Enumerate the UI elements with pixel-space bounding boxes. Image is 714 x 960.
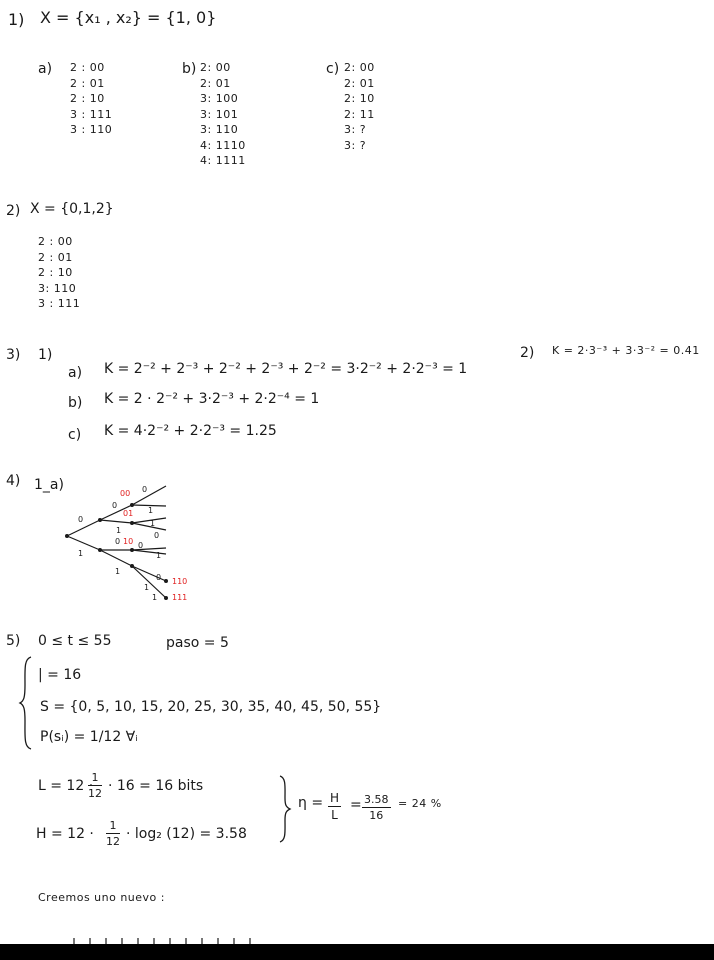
- fraction-denominator: 12: [106, 835, 120, 848]
- problem-2-codes: [38, 234, 80, 312]
- edge-label: 0: [78, 515, 84, 524]
- code-line: 2: 00: [200, 61, 231, 74]
- codeword-110: 110: [172, 577, 188, 586]
- codeword-01: 01: [123, 509, 134, 518]
- fraction-numerator: H: [330, 791, 340, 805]
- problem-3b-label: b): [68, 395, 83, 411]
- problem-1a-label: a): [38, 61, 53, 77]
- problem-5-H-suffix: · log₂ (12) = 3.58: [126, 826, 247, 842]
- fraction-numerator: 1: [106, 820, 120, 834]
- problem-3-sub1: 1): [38, 347, 53, 363]
- problem-3c-label: c): [68, 427, 82, 443]
- code-line: 2 : 10: [38, 266, 73, 279]
- code-line: 2 : 10: [70, 92, 105, 105]
- codeword-10: 10: [123, 537, 134, 546]
- fraction-numerator: 3.58: [364, 793, 389, 806]
- problem-5-L-fraction: [88, 772, 102, 799]
- problem-1a-codes: [70, 60, 112, 138]
- code-line: 4: 1110: [200, 138, 246, 152]
- problem-5-range: 0 ≤ t ≤ 55: [38, 633, 112, 649]
- problem-4-label: 1_a): [34, 477, 64, 493]
- problem-1-number: 1): [8, 10, 25, 29]
- code-line: 3 : 111: [38, 297, 81, 310]
- fraction-denominator: 12: [88, 787, 102, 800]
- code-line: 2: 01: [344, 76, 375, 90]
- right-brace: [278, 774, 292, 844]
- codeword-111: 111: [172, 593, 188, 602]
- problem-3c-expression: K = 4·2⁻² + 2·2⁻³ = 1.25: [104, 423, 277, 439]
- code-line: 3 : 111: [70, 107, 113, 121]
- problem-5-probability: P(sᵢ) = 1/12 ∀ᵢ: [40, 729, 138, 745]
- problem-3b-expression: K = 2 · 2⁻² + 3·2⁻³ + 2·2⁻⁴ = 1: [104, 391, 320, 407]
- code-line: 3: ?: [344, 123, 367, 136]
- code-line: 3: 110: [38, 281, 77, 295]
- code-line: 2: 00: [344, 61, 375, 74]
- edge-label: 1: [78, 549, 84, 558]
- problem-5-new-code-heading: Creemos uno nuevo :: [38, 891, 165, 904]
- problem-1c-label: c): [326, 61, 340, 77]
- fraction-denominator: 16: [369, 809, 384, 822]
- code-line: 3 : 110: [70, 123, 113, 136]
- problem-2-set: X = {0,1,2}: [30, 201, 114, 217]
- edge-label: 1: [152, 593, 158, 602]
- edge-label: 0: [138, 541, 144, 550]
- edge-label: 0: [112, 501, 118, 510]
- problem-5-eta-fraction-1: [328, 792, 341, 821]
- edge-label: 0: [154, 531, 160, 540]
- problem-1b-codes: [200, 60, 246, 169]
- problem-5-set-s: S = {0, 5, 10, 15, 20, 25, 30, 35, 40, 45, 50, 55}: [40, 699, 382, 715]
- edge-label: 1: [115, 567, 121, 576]
- code-line: 4: 1111: [200, 154, 246, 167]
- problem-3-number: 3): [6, 347, 21, 363]
- problem-5-L-prefix: L = 12 ·: [38, 778, 94, 794]
- problem-5-eta-fraction-2: [362, 794, 391, 821]
- edge-label: 1: [156, 551, 162, 560]
- code-line: 2 : 00: [38, 235, 73, 248]
- problem-3-sub2: 2): [520, 345, 535, 361]
- code-line: 2: 11: [344, 107, 375, 121]
- code-line: 2 : 00: [70, 61, 105, 74]
- edge-label: 1: [150, 519, 156, 528]
- code-line: 3: 101: [200, 107, 239, 121]
- problem-1b-label: b): [182, 61, 197, 77]
- code-line: 3: ?: [344, 138, 367, 152]
- edge-label: 1: [148, 506, 154, 515]
- code-line: 2 : 01: [70, 76, 105, 90]
- edge-label: 1: [116, 526, 122, 535]
- bottom-black-bar: [0, 944, 714, 960]
- code-tree-diagram: [60, 478, 200, 608]
- code-line: 2: 01: [200, 76, 231, 90]
- problem-5-eta-result: = 24 %: [398, 797, 442, 810]
- fraction-denominator: L: [331, 808, 338, 822]
- problem-5-line-1: | = 16: [38, 667, 82, 683]
- edge-label: 1: [144, 583, 150, 592]
- code-line: 2: 10: [344, 92, 375, 105]
- problem-5-H-prefix: H = 12 ·: [36, 826, 94, 842]
- problem-3-k2-expression: K = 2·3⁻³ + 3·3⁻² = 0.41: [552, 344, 700, 357]
- code-line: 3: 110: [200, 123, 239, 136]
- problem-5-number: 5): [6, 633, 21, 649]
- edge-label: 0: [156, 573, 162, 582]
- codeword-00: 00: [120, 489, 131, 498]
- problem-5-eta-prefix: η =: [298, 795, 324, 811]
- problem-3a-label: a): [68, 365, 83, 381]
- problem-1-set: X = {x₁ , x₂} = {1, 0}: [40, 8, 217, 27]
- edge-label: 0: [142, 485, 148, 494]
- problem-1c-codes: [344, 60, 375, 153]
- code-line: 3: 100: [200, 92, 239, 105]
- problem-5-H-fraction: [106, 820, 120, 847]
- problem-2-number: 2): [6, 203, 21, 219]
- edge-label: 0: [115, 537, 121, 546]
- problem-5-step: paso = 5: [166, 635, 229, 651]
- code-line: 2 : 01: [38, 250, 73, 264]
- problem-5-eta-equals: =: [350, 797, 362, 813]
- fraction-numerator: 1: [88, 772, 102, 786]
- problem-5-L-suffix: · 16 = 16 bits: [108, 778, 204, 794]
- problem-4-number: 4): [6, 473, 21, 489]
- left-brace: [18, 655, 34, 751]
- problem-3a-expression: K = 2⁻² + 2⁻³ + 2⁻² + 2⁻³ + 2⁻² = 3·2⁻² + 2·2⁻³ = 1: [104, 361, 468, 377]
